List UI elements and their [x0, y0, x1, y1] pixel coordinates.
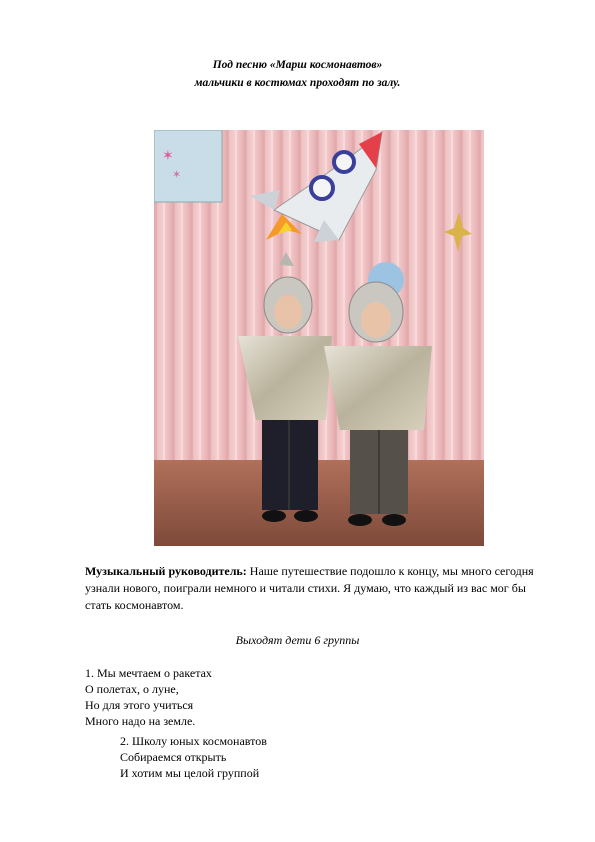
poem-line: 2. Школу юных космонавтов [120, 734, 267, 748]
poem-line: 1. Мы мечтаем о ракетах [85, 666, 212, 680]
poem-line: Много надо на земле. [85, 714, 196, 728]
paragraph-text: Наше путешествие подошло к концу, мы много сегодня узнали нового, поиграли немного и читали стихи. Я думаю, что каждый из вас мог бы стать космонавтом. [85, 564, 534, 612]
heading-line-1: Под песню «Марш космонавтов» [212, 59, 383, 71]
poem-line: И хотим мы целой группой [120, 766, 260, 780]
svg-text:✶: ✶ [162, 149, 174, 164]
leader-paragraph [85, 563, 555, 614]
speaker-label: Музыкальный руководитель: [85, 564, 247, 578]
poem-line: Но для этого учиться [85, 698, 194, 712]
subheading: Выходят дети 6 группы [235, 633, 360, 647]
costume-photo [154, 130, 484, 546]
svg-text:✶: ✶ [172, 169, 182, 181]
poem-line: Собираемся открыть [120, 750, 227, 764]
heading-line-2: мальчики в костюмах проходят по залу. [194, 77, 401, 89]
poem-line: О полетах, о луне, [85, 682, 179, 696]
